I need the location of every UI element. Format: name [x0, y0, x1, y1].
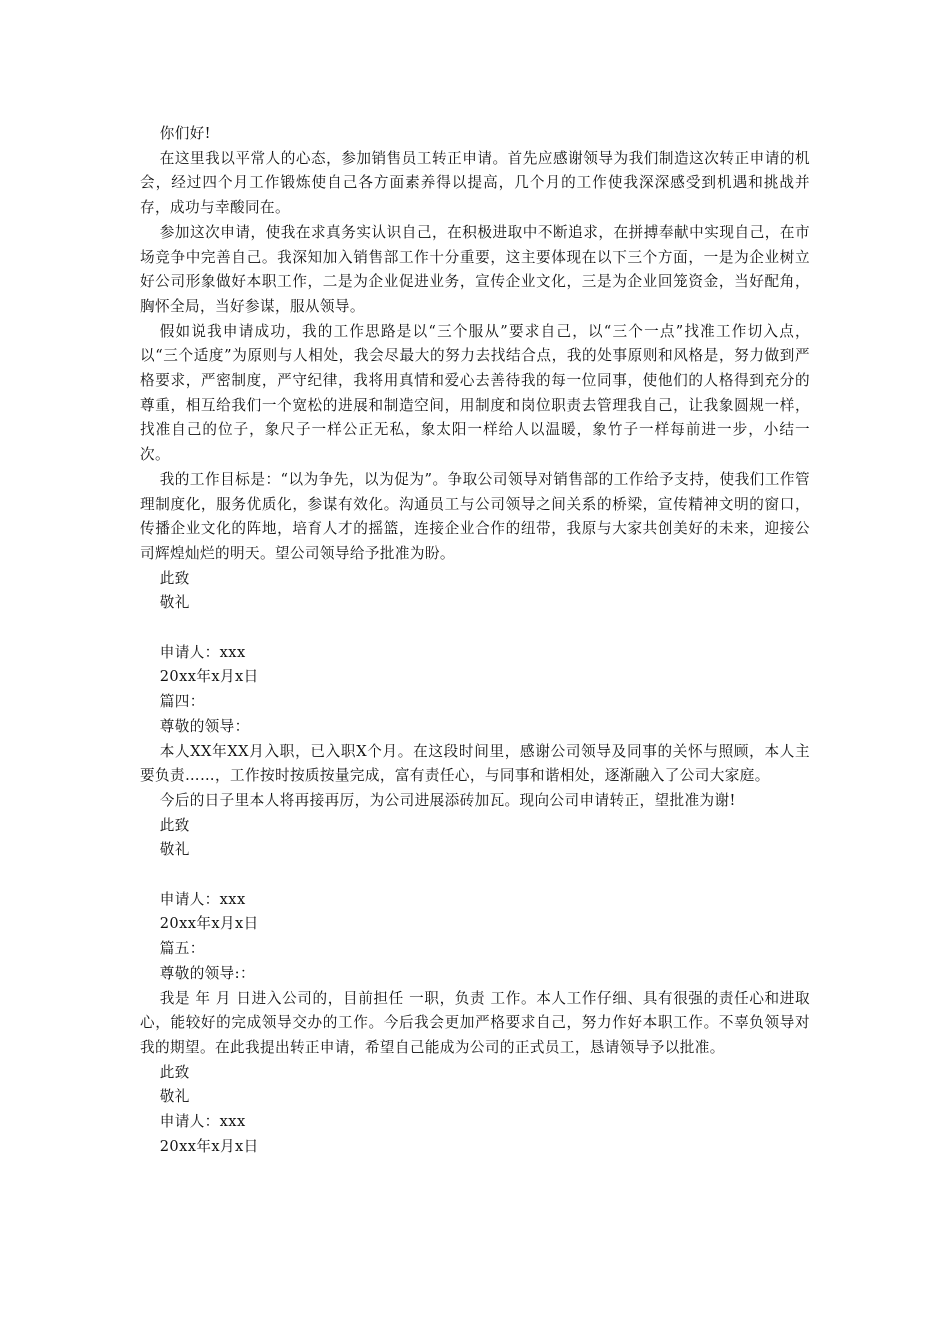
paragraph: 今后的日子里本人将再接再厉，为公司进展添砖加瓦。现向公司申请转正，望批准为谢! [159, 791, 736, 809]
paragraph: 本人XX年XX月入职，已入职X个月。在这段时间里，感谢公司领导及同事的关怀与照顾，本人主要负责……，工作按时按质按量完成，富有责任心，与同事和谐相处，逐渐融入了公司大家庭。 [140, 742, 810, 785]
document-body [140, 122, 810, 1160]
applicant-line: 申请人：xxx [159, 643, 246, 661]
closing-line: 此致 [159, 1063, 190, 1081]
date-line: 20xx年x月x日 [159, 915, 259, 933]
greeting: 你们好! [159, 125, 211, 142]
paragraph: 我是 年 月 日进入公司的，目前担任 一职，负责 工作。本人工作仔细、具有很强的责任心和进取心，能较好的完成领导交办的工作。今后我会更加严格要求自己，努力作好本职工作。不辜负领导对我的期望。在此我提出转正申请，希望自己能成为公司的正式员工，恳请领导予以批准。 [140, 989, 810, 1056]
closing-salute: 敬礼 [159, 594, 190, 612]
paragraph: 参加这次申请，使我在求真务实认识自己，在积极进取中不断追求，在拼搏奉献中实现自己，在市场竞争中完善自己。我深知加入销售部工作十分重要，这主要体现在以下三个方面，一是为企业树立好公司形象做好本职工作，二是为企业促进业务，宣传企业文化，三是为企业回笼资金，当好配角，胸怀全局，当好参谋，服从领导。 [140, 223, 810, 315]
closing-line: 此致 [159, 816, 190, 834]
date-line: 20xx年x月x日 [159, 1137, 259, 1155]
closing-salute: 敬礼 [159, 841, 190, 859]
paragraph: 我的工作目标是：“以为争先，以为促为”。争取公司领导对销售部的工作给予支持，使我们工作管理制度化，服务优质化，参谋有效化。沟通员工与公司领导之间关系的桥梁，宣传精神文明的窗口，传播企业文化的阵地，培育人才的摇篮，连接企业合作的纽带，我原与大家共创美好的未来，迎接公司辉煌灿烂的明天。望公司领导给予批准为盼。 [140, 470, 810, 562]
salutation: 尊敬的领导： [159, 717, 250, 735]
paragraph: 在这里我以平常人的心态，参加销售员工转正申请。首先应感谢领导为我们制造这次转正申请的机会，经过四个月工作锻炼使自己各方面素养得以提高，几个月的工作使我深深感受到机遇和挑战并存，成功与幸酸同在。 [140, 149, 810, 217]
section-heading: 篇五： [159, 940, 205, 958]
applicant-line: 申请人：xxx [159, 890, 246, 908]
paragraph: 假如说我申请成功，我的工作思路是以“三个服从”要求自己，以“三个一点”找准工作切入点，以“三个适度”为原则与人相处，我会尽最大的努力去找结合点，我的处事原则和风格是，努力做到严格要求，严密制度，严守纪律，我将用真情和爱心去善待我的每一位同事，使他们的人格得到充分的尊重，相互给我们一个宽松的进展和制造空间，用制度和岗位职责去管理我自己，让我象圆规一样，找准自己的位子，象尺子一样公正无私，象太阳一样给人以温暖，象竹子一样每前进一步，小结一次。 [140, 322, 810, 464]
date-line: 20xx年x月x日 [159, 668, 259, 686]
section-heading: 篇四： [159, 693, 205, 711]
blank-line [140, 863, 810, 888]
closing-line: 此致 [159, 569, 190, 587]
closing-salute: 敬礼 [159, 1088, 190, 1106]
salutation: 尊敬的领导:： [159, 964, 255, 982]
applicant-line: 申请人：xxx [159, 1113, 246, 1131]
blank-line [140, 616, 810, 641]
